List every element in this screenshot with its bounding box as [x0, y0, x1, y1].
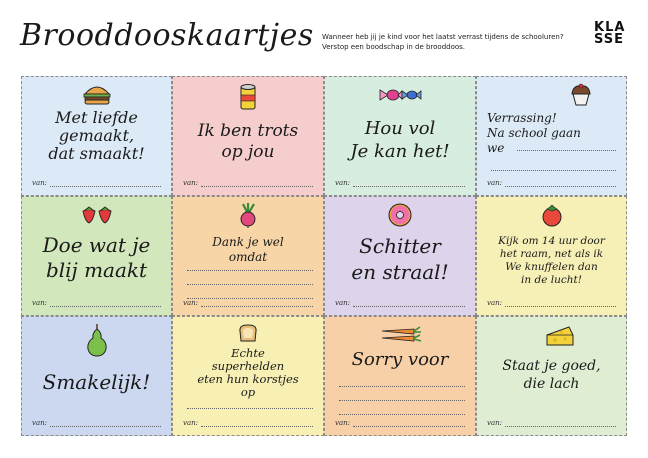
- card-5: [21, 196, 172, 316]
- signature-line: [32, 299, 161, 307]
- signature-line: [335, 299, 465, 307]
- writing-line: [339, 387, 465, 401]
- card-message: Doe wat je blij maakt: [42, 233, 151, 282]
- writing-lines: [187, 395, 313, 409]
- card-8: [476, 196, 627, 316]
- signature-label: van:: [335, 179, 350, 187]
- intro-text: [322, 32, 582, 52]
- intro-line-2: Verstop een boodschap in de brooddoos.: [322, 43, 466, 51]
- writing-line: [491, 157, 616, 171]
- signature-label: van:: [183, 179, 198, 187]
- signature-label: van:: [335, 299, 350, 307]
- card-3: [324, 76, 476, 196]
- writing-lines: [517, 137, 616, 151]
- writing-line: [517, 137, 616, 151]
- writing-line: [187, 257, 313, 271]
- signature-line: [183, 419, 313, 427]
- klasse-logo: [594, 22, 628, 46]
- writing-line: [339, 373, 465, 387]
- signature-dots: [505, 420, 616, 427]
- signature-line: [183, 299, 313, 307]
- card-12: [476, 316, 627, 436]
- card-9: [21, 316, 172, 436]
- signature-dots: [50, 300, 161, 307]
- signature-dots: [50, 180, 161, 187]
- card-6: [172, 196, 324, 316]
- signature-dots: [201, 420, 313, 427]
- card-message: Smakelijk!: [42, 370, 151, 394]
- card-message: Staat je goed, die lach: [502, 358, 601, 392]
- card-7: [324, 196, 476, 316]
- logo-line-2: SSE: [594, 32, 625, 47]
- hamburger-icon: [82, 84, 112, 106]
- writing-lines: [339, 373, 465, 415]
- signature-label: van:: [183, 299, 198, 307]
- signature-line: [183, 179, 313, 187]
- signature-label: van:: [487, 299, 502, 307]
- cheese-icon: [545, 325, 575, 347]
- tomato-icon: [540, 203, 564, 227]
- signature-dots: [505, 180, 616, 187]
- pear-icon: [85, 323, 109, 357]
- signature-label: van:: [487, 179, 502, 187]
- intro-line-1: Wanneer heb jij je kind voor het laatst verrast tijdens de schooluren?: [322, 33, 564, 41]
- donut-icon: [387, 202, 413, 228]
- cupcake-icon: [570, 83, 592, 107]
- signature-dots: [201, 180, 313, 187]
- writing-line: [187, 285, 313, 299]
- card-2: [172, 76, 324, 196]
- logo-line-1: KLA: [594, 20, 626, 35]
- radish-icon: [235, 202, 261, 228]
- signature-label: van:: [335, 419, 350, 427]
- signature-dots: [353, 420, 465, 427]
- signature-dots: [505, 300, 616, 307]
- writing-line: [339, 401, 465, 415]
- signature-dots: [201, 300, 313, 307]
- signature-line: [32, 419, 161, 427]
- card-1: [21, 76, 172, 196]
- signature-label: van:: [183, 419, 198, 427]
- card-11: [324, 316, 476, 436]
- card-message: Echte superhelden eten hun korstjes op: [197, 346, 299, 399]
- signature-label: van:: [487, 419, 502, 427]
- signature-line: [335, 419, 465, 427]
- strawberries-icon: [80, 205, 114, 225]
- card-message: Kijk om 14 uur door het raam, net als ik We knuffelen dan in de lucht!: [498, 235, 605, 286]
- signature-line: [487, 299, 616, 307]
- writing-lines: [187, 257, 313, 299]
- signature-line: [32, 179, 161, 187]
- card-message: Dank je wel omdat: [212, 235, 284, 264]
- card-10: [172, 316, 324, 436]
- writing-line: [187, 271, 313, 285]
- card-message: Met liefde gemaakt, dat smaakt!: [48, 108, 145, 163]
- writing-line: [187, 395, 313, 409]
- card-message: Hou vol Je kan het!: [350, 118, 450, 162]
- signature-dots: [50, 420, 161, 427]
- card-message: Schitter en straal!: [351, 234, 449, 284]
- can-icon: [238, 83, 258, 111]
- card-message: Ik ben trots op jou: [197, 121, 299, 162]
- card-sheet: [21, 76, 627, 436]
- signature-line: [487, 179, 616, 187]
- card-message: Verrassing! Na school gaan we: [487, 111, 581, 155]
- card-message: Sorry voor: [351, 349, 449, 370]
- signature-line: [487, 419, 616, 427]
- signature-label: van:: [32, 179, 47, 187]
- candy-icon: [378, 87, 422, 103]
- signature-dots: [353, 180, 465, 187]
- signature-dots: [353, 300, 465, 307]
- writing-lines: [491, 157, 616, 171]
- bread-icon: [237, 323, 259, 343]
- card-4: [476, 76, 627, 196]
- signature-line: [335, 179, 465, 187]
- page-title: Brooddooskaartjes: [20, 18, 314, 53]
- signature-label: van:: [32, 299, 47, 307]
- signature-label: van:: [32, 419, 47, 427]
- carrots-icon: [378, 325, 422, 345]
